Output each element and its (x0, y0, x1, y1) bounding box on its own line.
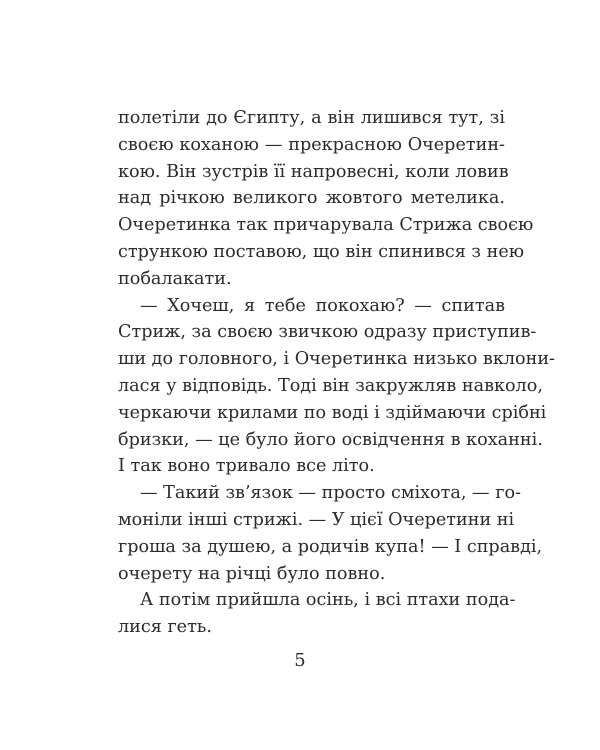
text-line: побалакати. (118, 268, 232, 289)
text-line: над річкою великого жовтого метелика. (118, 188, 505, 209)
text-line: Очеретинка так причарувала Стрижа своєю (118, 215, 534, 236)
text-line: лися геть. (118, 617, 212, 638)
text-line: ши до головного, і Очеретинка низько вклони- (118, 349, 555, 370)
text-line: А потім прийшла осінь, і всі птахи пода- (140, 590, 516, 611)
text-line: полетіли до Єгипту, а він лишився тут, зі (118, 108, 505, 128)
text-line: стрункою поставою, що він спинився з нею (118, 241, 525, 262)
text-line: гроша за душею, а родичів купа! — І справді, (118, 536, 543, 557)
text-line: бризки, — це було його освідчення в коханні. (118, 429, 543, 450)
text-line: І так воно тривало все літо. (118, 456, 375, 477)
text-line: очерету на річці було повно. (118, 563, 386, 584)
text-line: своєю коханою — прекрасною Очеретин- (118, 134, 505, 155)
text-line: — Хочеш, я тебе покохаю? — спитав (140, 295, 505, 316)
text-line: кою. Він зустрів її напровесні, коли ловив (118, 161, 509, 182)
text-line: черкаючи крилами по воді і здіймаючи срібні (118, 402, 547, 423)
body-text (118, 105, 555, 641)
text-line: лася у відповідь. Тоді він закружляв навколо, (118, 375, 543, 396)
page-number: 5 (294, 650, 306, 671)
text-line: Стриж, за своєю звичкою одразу приступив- (118, 322, 537, 343)
text-line: моніли інші стрижі. — У цієї Очеретини ні (118, 509, 515, 530)
text-line: — Такий зв’язок — просто сміхота, — го- (140, 483, 521, 504)
